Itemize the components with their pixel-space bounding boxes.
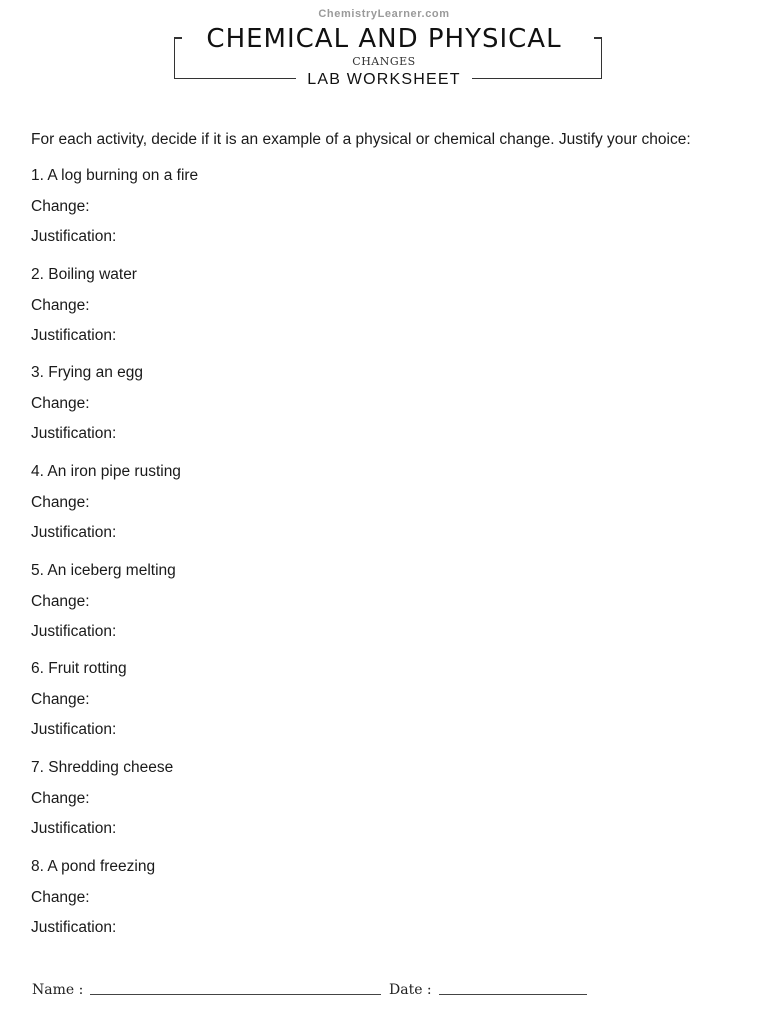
- page-title: CHEMICAL AND PHYSICAL: [206, 24, 562, 54]
- justification-label: Justification:: [31, 820, 117, 837]
- date-field-line[interactable]: [439, 994, 587, 995]
- justification-label: Justification:: [31, 327, 117, 344]
- question-text: 5. An iceberg melting: [31, 562, 176, 579]
- worksheet-label: LAB WORKSHEET: [307, 71, 461, 88]
- question-block: [31, 266, 631, 358]
- question-block: [31, 660, 631, 752]
- question-text: 4. An iron pipe rusting: [31, 463, 181, 480]
- change-label: Change:: [31, 394, 90, 412]
- justification-label: Justification:: [31, 524, 117, 541]
- question-text: 2. Boiling water: [31, 266, 137, 283]
- justification-label: Justification:: [31, 425, 117, 442]
- justification-label: Justification:: [31, 623, 117, 640]
- question-block: [31, 463, 631, 555]
- change-label: Change:: [31, 493, 90, 511]
- change-label: Change:: [31, 690, 90, 708]
- page-subtitle: CHANGES: [352, 55, 416, 68]
- question-block: [31, 364, 631, 456]
- question-block: [31, 759, 631, 851]
- justification-label: Justification:: [31, 721, 117, 738]
- question-block: [31, 858, 631, 950]
- change-label: Change:: [31, 296, 90, 314]
- change-label: Change:: [31, 197, 90, 215]
- name-field-line[interactable]: [90, 994, 381, 995]
- question-text: 7. Shredding cheese: [31, 759, 174, 776]
- change-label: Change:: [31, 592, 90, 610]
- instructions: For each activity, decide if it is an example of a physical or chemical change. Justify your choice:: [31, 131, 691, 148]
- question-text: 8. A pond freezing: [31, 858, 156, 875]
- question-text: 6. Fruit rotting: [31, 660, 127, 677]
- date-label: Date :: [389, 982, 432, 998]
- change-label: Change:: [31, 888, 90, 906]
- question-block: [31, 562, 631, 654]
- change-label: Change:: [31, 789, 90, 807]
- justification-label: Justification:: [31, 919, 117, 936]
- name-label: Name :: [32, 982, 84, 998]
- question-text: 1. A log burning on a fire: [31, 167, 199, 184]
- justification-label: Justification:: [31, 228, 117, 245]
- question-block: [31, 167, 631, 259]
- question-text: 3. Frying an egg: [31, 364, 144, 381]
- site-watermark: ChemistryLearner.com: [318, 8, 450, 20]
